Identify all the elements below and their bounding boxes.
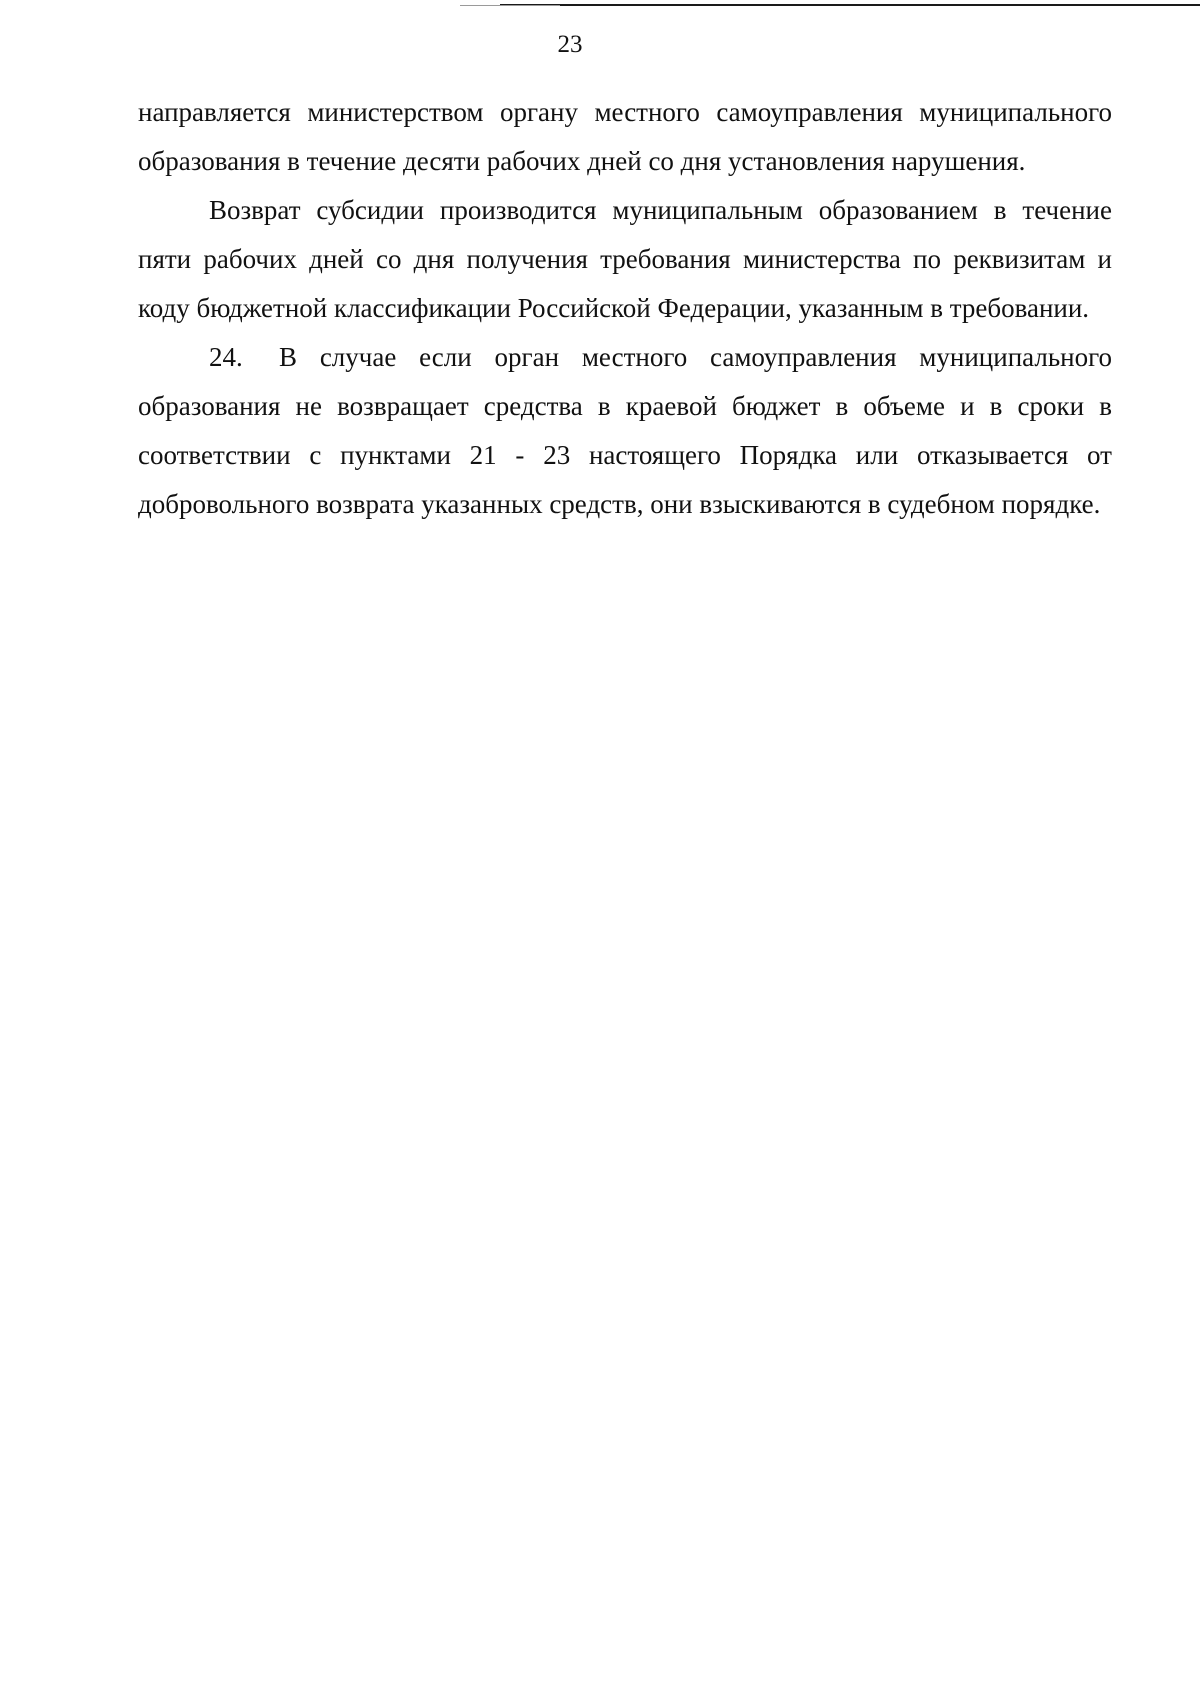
paragraph-text: направляется министерством органу местного самоуправления муниципального образования в течение десяти рабочих дней со дня установления нарушения. — [138, 97, 1112, 176]
paragraph-subsidy-return — [138, 186, 1112, 333]
paragraph-continuation — [138, 88, 1112, 186]
scan-top-edge-line — [500, 4, 1200, 6]
paragraph-text: Возврат субсидии производится муниципальным образованием в течение пяти рабочих дней со дня получения требования министерства по реквизитам и коду бюджетной классификации Российской Федерации, указанным в требовании. — [138, 195, 1112, 323]
document-body — [138, 88, 1112, 529]
point-number: 24. — [209, 342, 243, 372]
paragraph-text: В случае если орган местного самоуправления муниципального образования не возвращает средства в краевой бюджет в объеме и в сроки в соответствии с пунктами 21 - 23 настоящего Порядка или отказывается от добровольного возврата указанных средств, они взыскиваются в судебном порядке. — [138, 342, 1112, 519]
scan-top-edge-faint — [460, 5, 560, 6]
page-number: 23 — [557, 31, 583, 58]
paragraph-point-24 — [138, 333, 1112, 529]
